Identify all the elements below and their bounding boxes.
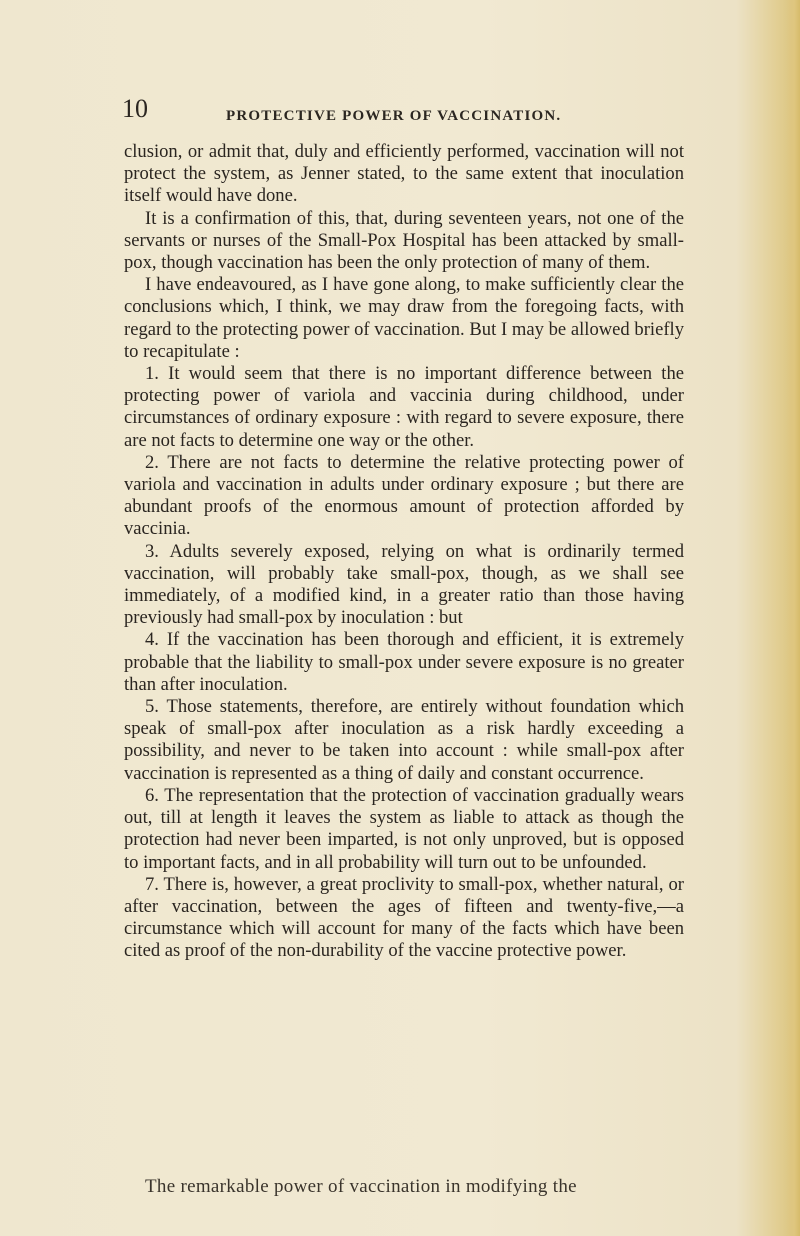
body-text (124, 141, 684, 963)
paragraph: It is a confirmation of this, that, during seventeen years, not one of the servants or nurses of the Small-Pox Hospital has been attacked by small-pox, though vaccination has been the only protection of many of them. (124, 207, 684, 274)
page-number: 10 (122, 94, 148, 123)
numbered-conclusion-4: 4. If the vaccination has been thorough and efficient, it is extremely probable that the liability to small-pox under severe exposure is no greater than after inoculation. (124, 629, 684, 695)
page-edge (786, 0, 800, 1236)
closing-line: The remarkable power of vaccination in modifying the (145, 1176, 577, 1197)
header-title: PROTECTIVE POWER OF VACCINATION. (226, 108, 562, 124)
numbered-conclusion-2: 2. There are not facts to determine the relative protecting power of variola and vaccination in adults under ordinary exposure ; but there are abundant proofs of the enormous amount of protection afforded by vaccinia. (124, 451, 684, 540)
numbered-conclusion-5: 5. Those statements, therefore, are entirely without foundation which speak of small-pox after inoculation as a risk hardly exceeding a possibility, and never to be taken into account : while small-pox after vaccination is represented as a thing of daily and constant occurrence. (124, 696, 684, 784)
running-head (122, 94, 682, 134)
numbered-conclusion-6: 6. The representation that the protection of vaccination gradually wears out, till at length it leaves the system as liable to attack as though the protection had never been imparted, is not only unproved, but is opposed to important facts, and in all probability will turn out to be unfounded. (124, 784, 684, 873)
numbered-conclusion-3: 3. Adults severely exposed, relying on what is ordinarily termed vaccination, will probably take small-pox, though, as we shall see immediately, of a modified kind, in a greater ratio than those having previously had small-pox by inoculation : but (124, 540, 684, 629)
numbered-conclusion-7: 7. There is, however, a great proclivity to small-pox, whether natural, or after vaccination, between the ages of fifteen and twenty-five,—a circumstance which will account for many of the facts which have been cited as proof of the non-durability of the vaccine protective power. (124, 873, 684, 962)
numbered-conclusion-1: 1. It would seem that there is no important difference between the protecting power of variola and vaccinia during childhood, under circumstances of ordinary exposure : with regard to severe exposure, there are not facts to determine one way or the other. (124, 363, 684, 451)
paragraph: I have endeavoured, as I have gone along, to make sufficiently clear the conclusions which, I think, we may draw from the foregoing facts, with regard to the protecting power of vaccination. But I may be allowed briefly to recapitulate : (124, 274, 684, 362)
paragraph-continuation: clusion, or admit that, duly and efficiently performed, vaccination will not protect the system, as Jenner stated, to the same extent that inoculation itself would have done. (124, 141, 684, 207)
